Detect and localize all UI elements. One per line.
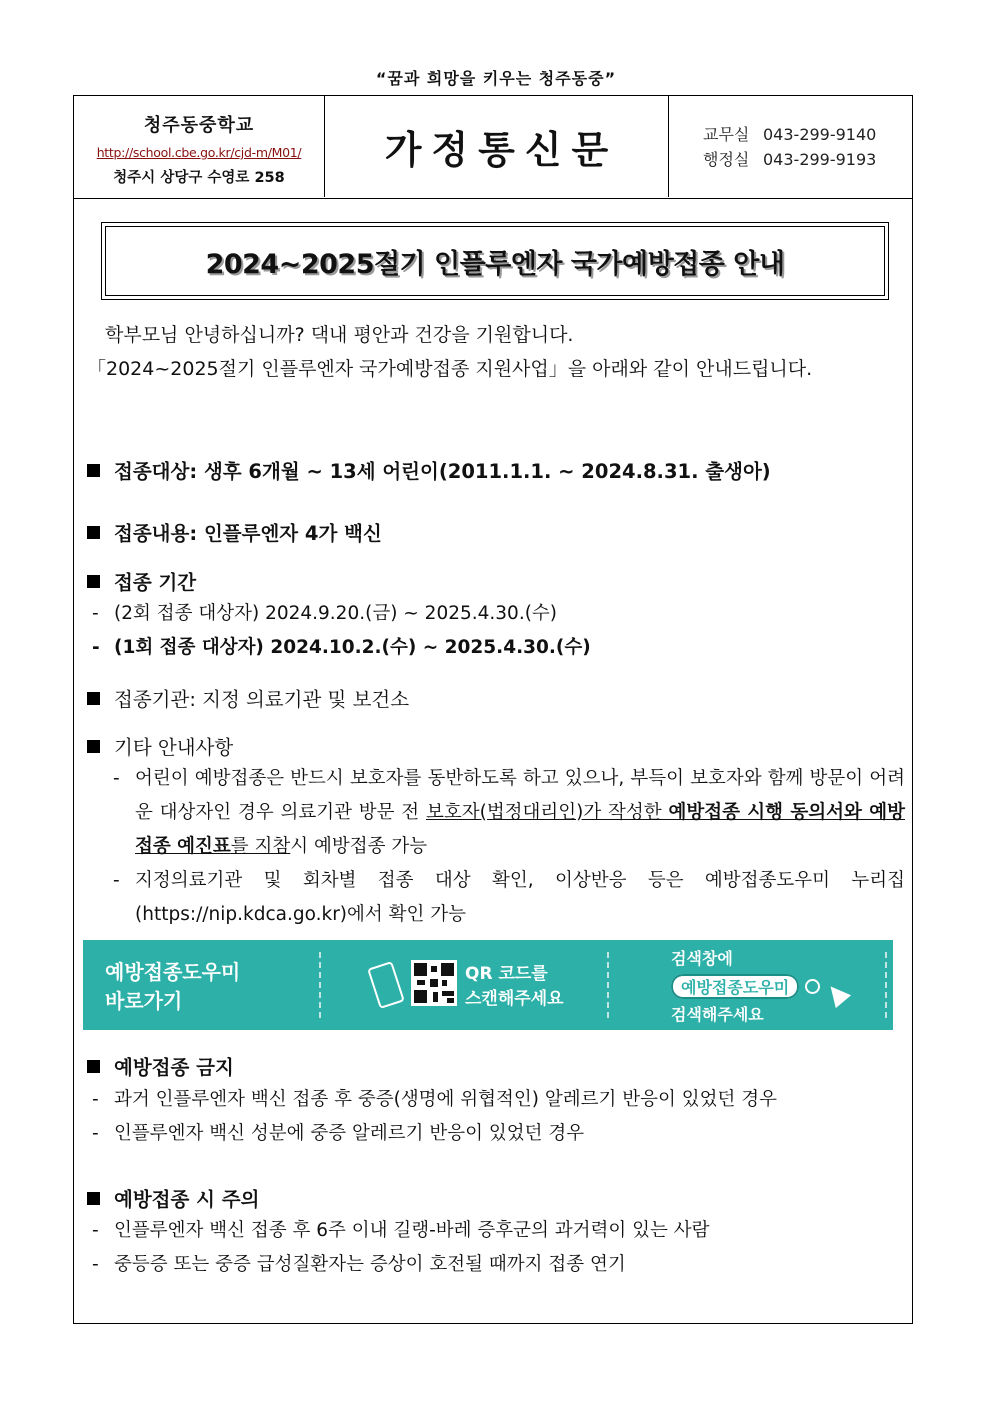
section-label: 예방접종 금지	[114, 1056, 234, 1079]
school-url-link[interactable]: http://school.cbe.go.kr/cjd-m/M01/	[96, 145, 302, 160]
intro-notice: 「2024~2025절기 인플루엔자 국가예방접종 지원사업」을 아래와 같이 안내드립니다.	[87, 358, 813, 380]
search-term-pill: 예방접종도우미	[671, 974, 799, 999]
search-icon	[805, 979, 820, 994]
contact-phone: 043-299-9193	[763, 149, 877, 169]
section-prohibited	[87, 1052, 234, 1080]
period-list	[92, 597, 892, 665]
list-item: - 어린이 예방접종은 반드시 보호자를 동반하도록 하고 있으나, 부득이 보호자와 함께 방문이 어려운 대상자인 경우 의료기관 방문 전 보호자(법정대리인)가 작성한 예방접종 시행 동의서와 예방접종 예진표를 지참시 예방접종 가능	[113, 768, 905, 857]
school-motto: “꿈과 희망을 키우는 청주동중”	[375, 69, 617, 88]
banner-divider	[607, 952, 609, 1018]
section-target	[87, 456, 771, 484]
section-label: 접종대상:	[114, 460, 198, 483]
square-bullet-icon	[87, 526, 100, 539]
school-info	[74, 96, 325, 197]
section-caution	[87, 1184, 259, 1212]
square-bullet-icon	[87, 464, 100, 477]
prohibited-list	[92, 1083, 892, 1151]
newsletter-title-box	[325, 96, 669, 197]
section-label: 기타 안내사항	[114, 736, 234, 759]
section-text: 접종기관: 지정 의료기관 및 보건소	[114, 688, 410, 711]
square-bullet-icon	[87, 575, 100, 588]
newsletter-title: 가정통신문	[384, 128, 619, 172]
square-bullet-icon	[87, 1192, 100, 1205]
section-label: 예방접종 시 주의	[114, 1188, 260, 1211]
banner-qr-area	[373, 952, 583, 1018]
list-item: - 중등증 또는 중증 급성질환자는 증상이 호전될 때까지 접종 연기	[92, 1254, 626, 1275]
school-address: 청주시 상당구 수영로 258	[113, 170, 285, 186]
header	[74, 96, 912, 199]
vaccination-helper-banner[interactable]	[83, 940, 893, 1030]
section-label: 접종 기간	[114, 571, 197, 594]
section-institution	[87, 684, 409, 712]
document-title-box	[101, 222, 889, 300]
contact-label: 교무실	[703, 124, 750, 144]
list-item: - 과거 인플루엔자 백신 접종 후 중증(생명에 위협적인) 알레르기 반응이 있었던 경우	[92, 1089, 777, 1110]
contact-row	[703, 122, 912, 147]
list-item: - (2회 접종 대상자) 2024.9.20.(금) ~ 2025.4.30.(수)	[92, 603, 558, 624]
intro-paragraph	[87, 318, 905, 386]
square-bullet-icon	[87, 1060, 100, 1073]
document-title: 2024~2025절기 인플루엔자 국가예방접종 안내	[205, 248, 785, 280]
square-bullet-icon	[87, 692, 100, 705]
section-text: 인플루엔자 4가 백신	[203, 522, 382, 545]
list-item: - (1회 접종 대상자) 2024.10.2.(수) ~ 2025.4.30.(수)	[92, 637, 591, 658]
square-bullet-icon	[87, 740, 100, 753]
list-item: - 인플루엔자 백신 접종 후 6주 이내 길랭-바레 증후군의 과거력이 있는 사람	[92, 1220, 710, 1241]
banner-search-area: 검색창에 예방접종도우미 검색해주세요	[671, 948, 871, 1027]
qr-code-icon	[411, 960, 457, 1006]
contact-phone: 043-299-9140	[763, 124, 877, 144]
banner-divider	[885, 952, 887, 1018]
caution-list	[92, 1214, 892, 1282]
banner-shortcut: 예방접종도우미 바로가기	[105, 960, 241, 1013]
list-item: - 지정의료기관 및 회차별 접종 대상 확인, 이상반응 등은 예방접종도우미 누리집 (https://nip.kdca.go.kr)에서 확인 가능	[113, 870, 905, 925]
section-period	[87, 567, 196, 595]
intro-greeting: 학부모님 안녕하십니까? 댁내 평안과 건강을 기원합니다.	[105, 324, 574, 346]
contact-label: 행정실	[703, 149, 750, 169]
qr-instructions: QR 코드를 스캔해주세요	[465, 964, 564, 1009]
school-name: 청주동중학교	[143, 115, 255, 136]
banner-divider	[319, 952, 321, 1018]
list-item: - 인플루엔자 백신 성분에 중증 알레르기 반응이 있었던 경우	[92, 1123, 585, 1144]
contact-info	[669, 96, 912, 197]
section-content	[87, 518, 382, 546]
contact-row	[703, 147, 912, 172]
section-text: 생후 6개월 ~ 13세 어린이(2011.1.1. ~ 2024.8.31. 출생아)	[203, 460, 771, 483]
section-other	[87, 732, 233, 760]
section-label: 접종내용:	[114, 522, 198, 545]
smartphone-icon	[367, 961, 405, 1009]
newsletter-frame	[73, 95, 913, 1324]
other-list	[113, 762, 905, 932]
